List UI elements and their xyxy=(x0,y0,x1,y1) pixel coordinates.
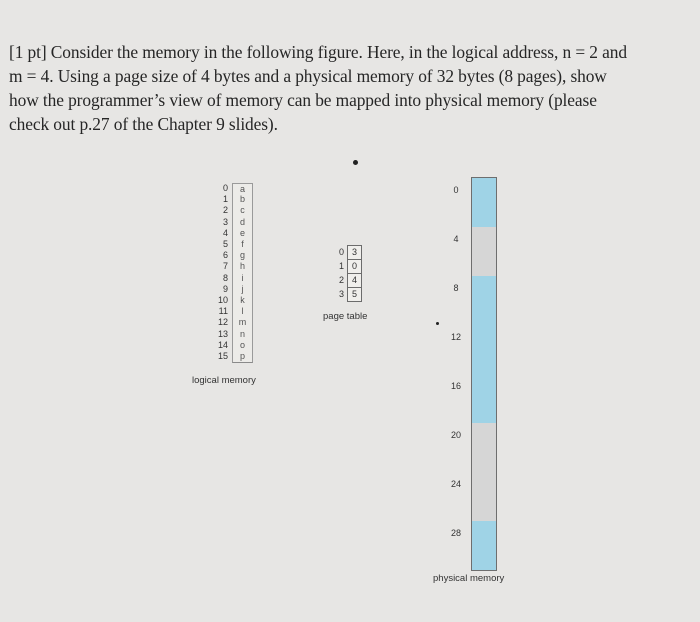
page-table-row xyxy=(334,259,374,273)
logical-memory-row xyxy=(206,317,256,328)
logical-address-index: 12 xyxy=(217,317,228,328)
logical-memory-cell: m xyxy=(232,317,253,328)
physical-frame xyxy=(472,178,496,228)
logical-memory-row xyxy=(206,295,256,306)
question-line-1: [1 pt] Consider the memory in the following figure. Here, in the logical address, n = 2 and xyxy=(9,42,627,62)
logical-memory-cell: l xyxy=(232,306,253,318)
physical-frame xyxy=(472,423,496,473)
logical-memory-cell: a xyxy=(232,183,253,195)
logical-address-index: 9 xyxy=(222,283,228,294)
logical-address-index: 8 xyxy=(222,272,228,283)
physical-address-label: 4 xyxy=(453,234,459,244)
page-table xyxy=(334,245,374,301)
logical-address-index: 2 xyxy=(222,205,228,216)
logical-memory-cell: f xyxy=(232,239,253,250)
question-line-4: check out p.27 of the Chapter 9 slides). xyxy=(9,114,278,134)
logical-memory-cell: p xyxy=(232,351,253,363)
question-text xyxy=(9,40,695,136)
physical-address-label: 16 xyxy=(450,381,461,391)
logical-address-index: 15 xyxy=(217,351,228,361)
logical-memory-row xyxy=(206,340,256,351)
physical-frame xyxy=(472,521,496,570)
logical-memory-cell: c xyxy=(232,205,253,216)
page-number: 0 xyxy=(338,247,344,257)
page-table-row xyxy=(334,287,374,301)
question-line-2: m = 4. Using a page size of 4 bytes and a physical memory of 32 bytes (8 pages), show xyxy=(9,66,607,86)
logical-address-index: 4 xyxy=(222,227,228,238)
logical-memory-cell: b xyxy=(232,194,253,205)
logical-address-index: 1 xyxy=(222,194,228,205)
logical-address-index: 5 xyxy=(222,239,228,249)
physical-frame xyxy=(472,227,496,277)
frame-number-cell: 5 xyxy=(347,287,362,302)
logical-address-index: 3 xyxy=(222,216,228,227)
logical-address-index: 11 xyxy=(218,306,228,317)
question-line-3: how the programmer’s view of memory can be mapped into physical memory (please xyxy=(9,90,597,110)
logical-memory-row xyxy=(206,306,256,317)
logical-memory-row xyxy=(206,228,256,239)
stray-dot-mark xyxy=(436,322,439,325)
logical-memory-row xyxy=(206,273,256,284)
logical-memory-cell: h xyxy=(232,261,253,273)
physical-address-label: 8 xyxy=(453,283,459,293)
physical-address-label: 20 xyxy=(450,430,461,440)
logical-memory-row xyxy=(206,261,256,272)
logical-address-index: 14 xyxy=(217,339,228,350)
physical-frame xyxy=(472,325,496,375)
page-number: 3 xyxy=(338,289,344,299)
logical-address-index: 6 xyxy=(222,250,228,261)
logical-address-index: 13 xyxy=(217,328,228,339)
logical-address-index: 7 xyxy=(222,261,228,272)
page-table-label: page table xyxy=(323,311,368,322)
logical-memory-label: logical memory xyxy=(192,375,256,386)
physical-address-label: 12 xyxy=(450,332,461,342)
logical-memory-cell: n xyxy=(232,329,253,340)
logical-memory-cell: j xyxy=(232,284,253,295)
logical-memory-row xyxy=(206,351,256,362)
logical-address-index: 10 xyxy=(217,295,228,305)
logical-memory-cell: k xyxy=(232,295,253,306)
logical-memory-row xyxy=(206,284,256,295)
frame-number-cell: 0 xyxy=(347,259,362,273)
physical-memory-label: physical memory xyxy=(433,573,505,584)
logical-memory-row xyxy=(206,239,256,250)
page-number: 2 xyxy=(338,275,344,285)
physical-address-label: 0 xyxy=(453,185,459,195)
logical-address-index: 0 xyxy=(222,183,228,193)
physical-frame xyxy=(472,374,496,424)
stray-dot-mark xyxy=(353,160,358,165)
logical-memory-cell: e xyxy=(232,228,253,239)
frame-number-cell: 4 xyxy=(347,273,362,287)
page-table-row xyxy=(334,273,374,287)
physical-frame xyxy=(472,276,496,326)
logical-memory-row xyxy=(206,217,256,228)
logical-memory-row xyxy=(206,194,256,205)
physical-address-label: 24 xyxy=(450,479,461,489)
page-table-row xyxy=(334,245,374,259)
logical-memory-row xyxy=(206,183,256,194)
physical-memory-column xyxy=(471,177,497,571)
page-number: 1 xyxy=(338,261,344,271)
logical-memory-row xyxy=(206,250,256,261)
physical-address-label: 28 xyxy=(450,528,461,538)
frame-number-cell: 3 xyxy=(347,245,362,259)
logical-memory-cell: d xyxy=(232,217,253,229)
logical-memory-cell: g xyxy=(232,250,253,261)
logical-memory-row xyxy=(206,329,256,340)
logical-memory-cell: i xyxy=(232,273,253,284)
logical-memory-row xyxy=(206,205,256,216)
physical-frame xyxy=(472,472,496,522)
logical-memory-cell: o xyxy=(232,340,253,351)
